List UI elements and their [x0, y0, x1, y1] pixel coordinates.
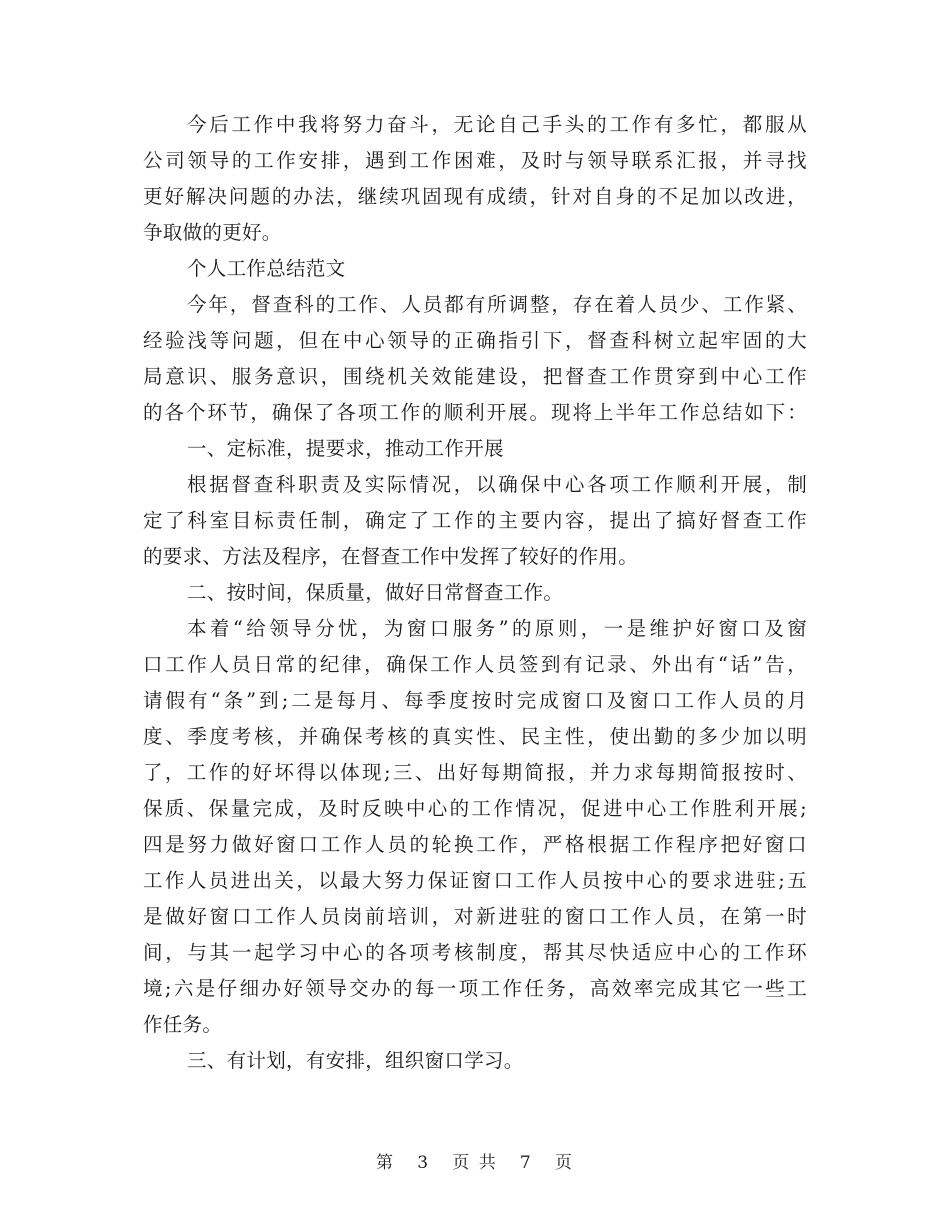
text-line: 境;六是仔细办好领导交办的每一项工作任务，高效率完成其它一些工 — [143, 977, 807, 1000]
text-line: 三、有计划，有安排，组织窗口学习。 — [187, 1049, 524, 1072]
text-line: 作任务。 — [143, 1013, 223, 1036]
document-body — [143, 107, 807, 1079]
text-line: 更好解决问题的办法，继续巩固现有成绩，针对自身的不足加以改进， — [143, 185, 807, 208]
text-line: 度、季度考核，并确保考核的真实性、民主性，使出勤的多少加以明 — [143, 725, 807, 748]
text-line: 的各个环节，确保了各项工作的顺利开展。现将上半年工作总结如下： — [143, 401, 807, 424]
text-line: 根据督查科职责及实际情况，以确保中心各项工作顺利开展，制 — [187, 473, 807, 496]
text-line: 了，工作的好坏得以体现;三、出好每期简报，并力求每期简报按时、 — [143, 761, 807, 784]
text-line: 是做好窗口工作人员岗前培训，对新进驻的窗口工作人员，在第一时 — [143, 905, 807, 928]
text-line: 个人工作总结范文 — [187, 257, 346, 280]
text-line: 间，与其一起学习中心的各项考核制度，帮其尽快适应中心的工作环 — [143, 941, 807, 964]
text-line: 定了科室目标责任制，确定了工作的主要内容，提出了搞好督查工作 — [143, 509, 807, 532]
text-line: 一、定标准，提要求，推动工作开展 — [187, 437, 504, 460]
text-line: 工作人员进出关，以最大努力保证窗口工作人员按中心的要求进驻;五 — [143, 869, 807, 892]
text-line: 四是努力做好窗口工作人员的轮换工作，严格根据工作程序把好窗口 — [143, 833, 807, 856]
text-line: 的要求、方法及程序，在督查工作中发挥了较好的作用。 — [143, 545, 639, 568]
text-line: 二、按时间，保质量，做好日常督查工作。 — [187, 581, 564, 604]
text-line: 口工作人员日常的纪律，确保工作人员签到有记录、外出有“话”告， — [143, 653, 807, 676]
text-line: 争取做的更好。 — [143, 221, 282, 244]
footer-total-pages: 7 — [519, 1153, 533, 1173]
page-footer — [0, 1148, 950, 1173]
text-line: 经验浅等问题，但在中心领导的正确指引下，督查科树立起牢固的大 — [143, 329, 807, 352]
footer-prefix: 第 — [376, 1153, 396, 1173]
footer-suffix: 页 — [554, 1153, 574, 1173]
text-line: 公司领导的工作安排，遇到工作困难，及时与领导联系汇报，并寻找 — [143, 149, 807, 172]
text-line: 今后工作中我将努力奋斗，无论自己手头的工作有多忙，都服从 — [187, 113, 807, 136]
footer-page-number: 3 — [417, 1153, 431, 1173]
footer-middle: 页 共 — [452, 1153, 498, 1173]
text-line: 今年，督查科的工作、人员都有所调整，存在着人员少、工作紧、 — [187, 293, 807, 316]
text-line: 保质、保量完成，及时反映中心的工作情况，促进中心工作胜利开展; — [143, 797, 807, 820]
text-line: 局意识、服务意识，围绕机关效能建设，把督查工作贯穿到中心工作 — [143, 365, 807, 388]
text-line: 本着“给领导分忧，为窗口服务”的原则，一是维护好窗口及窗 — [187, 617, 807, 640]
text-line: 请假有“条”到;二是每月、每季度按时完成窗口及窗口工作人员的月 — [143, 689, 807, 712]
